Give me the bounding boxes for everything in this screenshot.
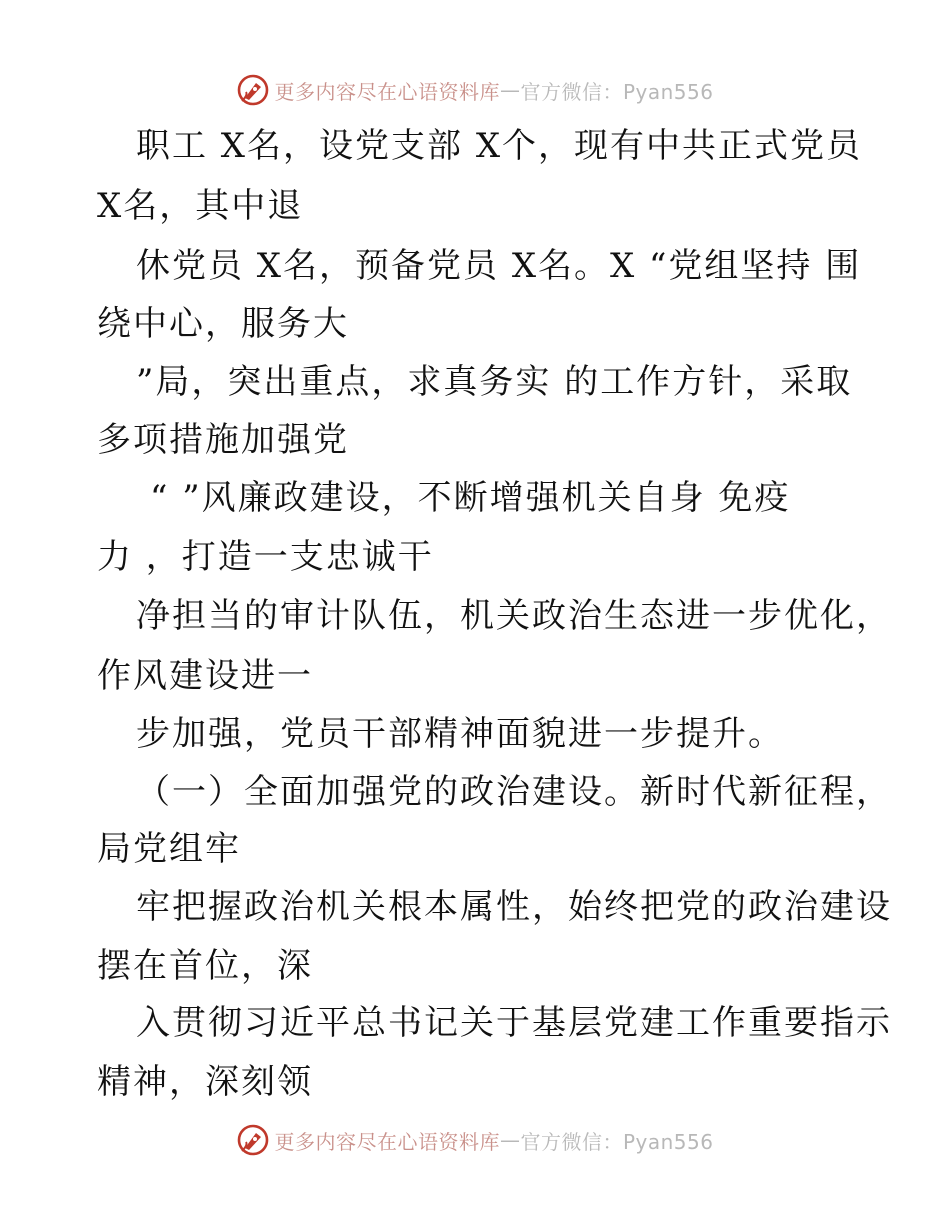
text-line: 多项措施加强党 xyxy=(97,420,349,460)
text-line: X名，其中退 xyxy=(97,186,304,226)
text-line: 休党员 X名，预备党员 X名。X “党组坚持 围 xyxy=(136,246,862,286)
text-line: 作风建设进一 xyxy=(97,656,313,696)
text-line: 步加强，党员干部精神面貌进一步提升。 xyxy=(136,714,784,754)
text-line: 绕中心，服务大 xyxy=(97,304,349,344)
text-line: 精神，深刻领 xyxy=(97,1062,313,1102)
text-line: 职工 X名，设党支部 X个，现有中共正式党员 xyxy=(136,126,863,166)
watermark-separator: — xyxy=(499,78,521,102)
text-line: ”局，突出重点，求真务实 的工作方针，采取 xyxy=(136,362,853,402)
pen-nib-logo-icon xyxy=(236,73,270,107)
watermark-account: 官方微信：Pyan556 xyxy=(520,1129,714,1154)
watermark-footer xyxy=(0,1122,950,1158)
watermark-brand: 更多内容尽在心语资料库 xyxy=(274,79,500,104)
pen-nib-logo-icon xyxy=(236,1123,270,1157)
watermark-separator: — xyxy=(499,1128,521,1152)
watermark-header xyxy=(0,72,950,108)
watermark-brand: 更多内容尽在心语资料库 xyxy=(274,1129,500,1154)
text-line: 摆在首位，深 xyxy=(97,946,313,986)
text-line: 局党组牢 xyxy=(97,829,241,869)
watermark-account: 官方微信：Pyan556 xyxy=(520,79,714,104)
text-line: 入贯彻习近平总书记关于基层党建工作重要指示 xyxy=(136,1003,892,1043)
text-line: 牢把握政治机关根本属性，始终把党的政治建设 xyxy=(136,887,892,927)
text-line: 力 ，打造一支忠诚干 xyxy=(97,537,434,577)
text-line: 净担当的审计队伍，机关政治生态进一步优化， xyxy=(136,596,892,636)
text-line: “ ”风廉政建设，不断增强机关自身 免疫 xyxy=(150,478,791,518)
text-line: （一）全面加强党的政治建设。新时代新征程， xyxy=(136,772,892,812)
